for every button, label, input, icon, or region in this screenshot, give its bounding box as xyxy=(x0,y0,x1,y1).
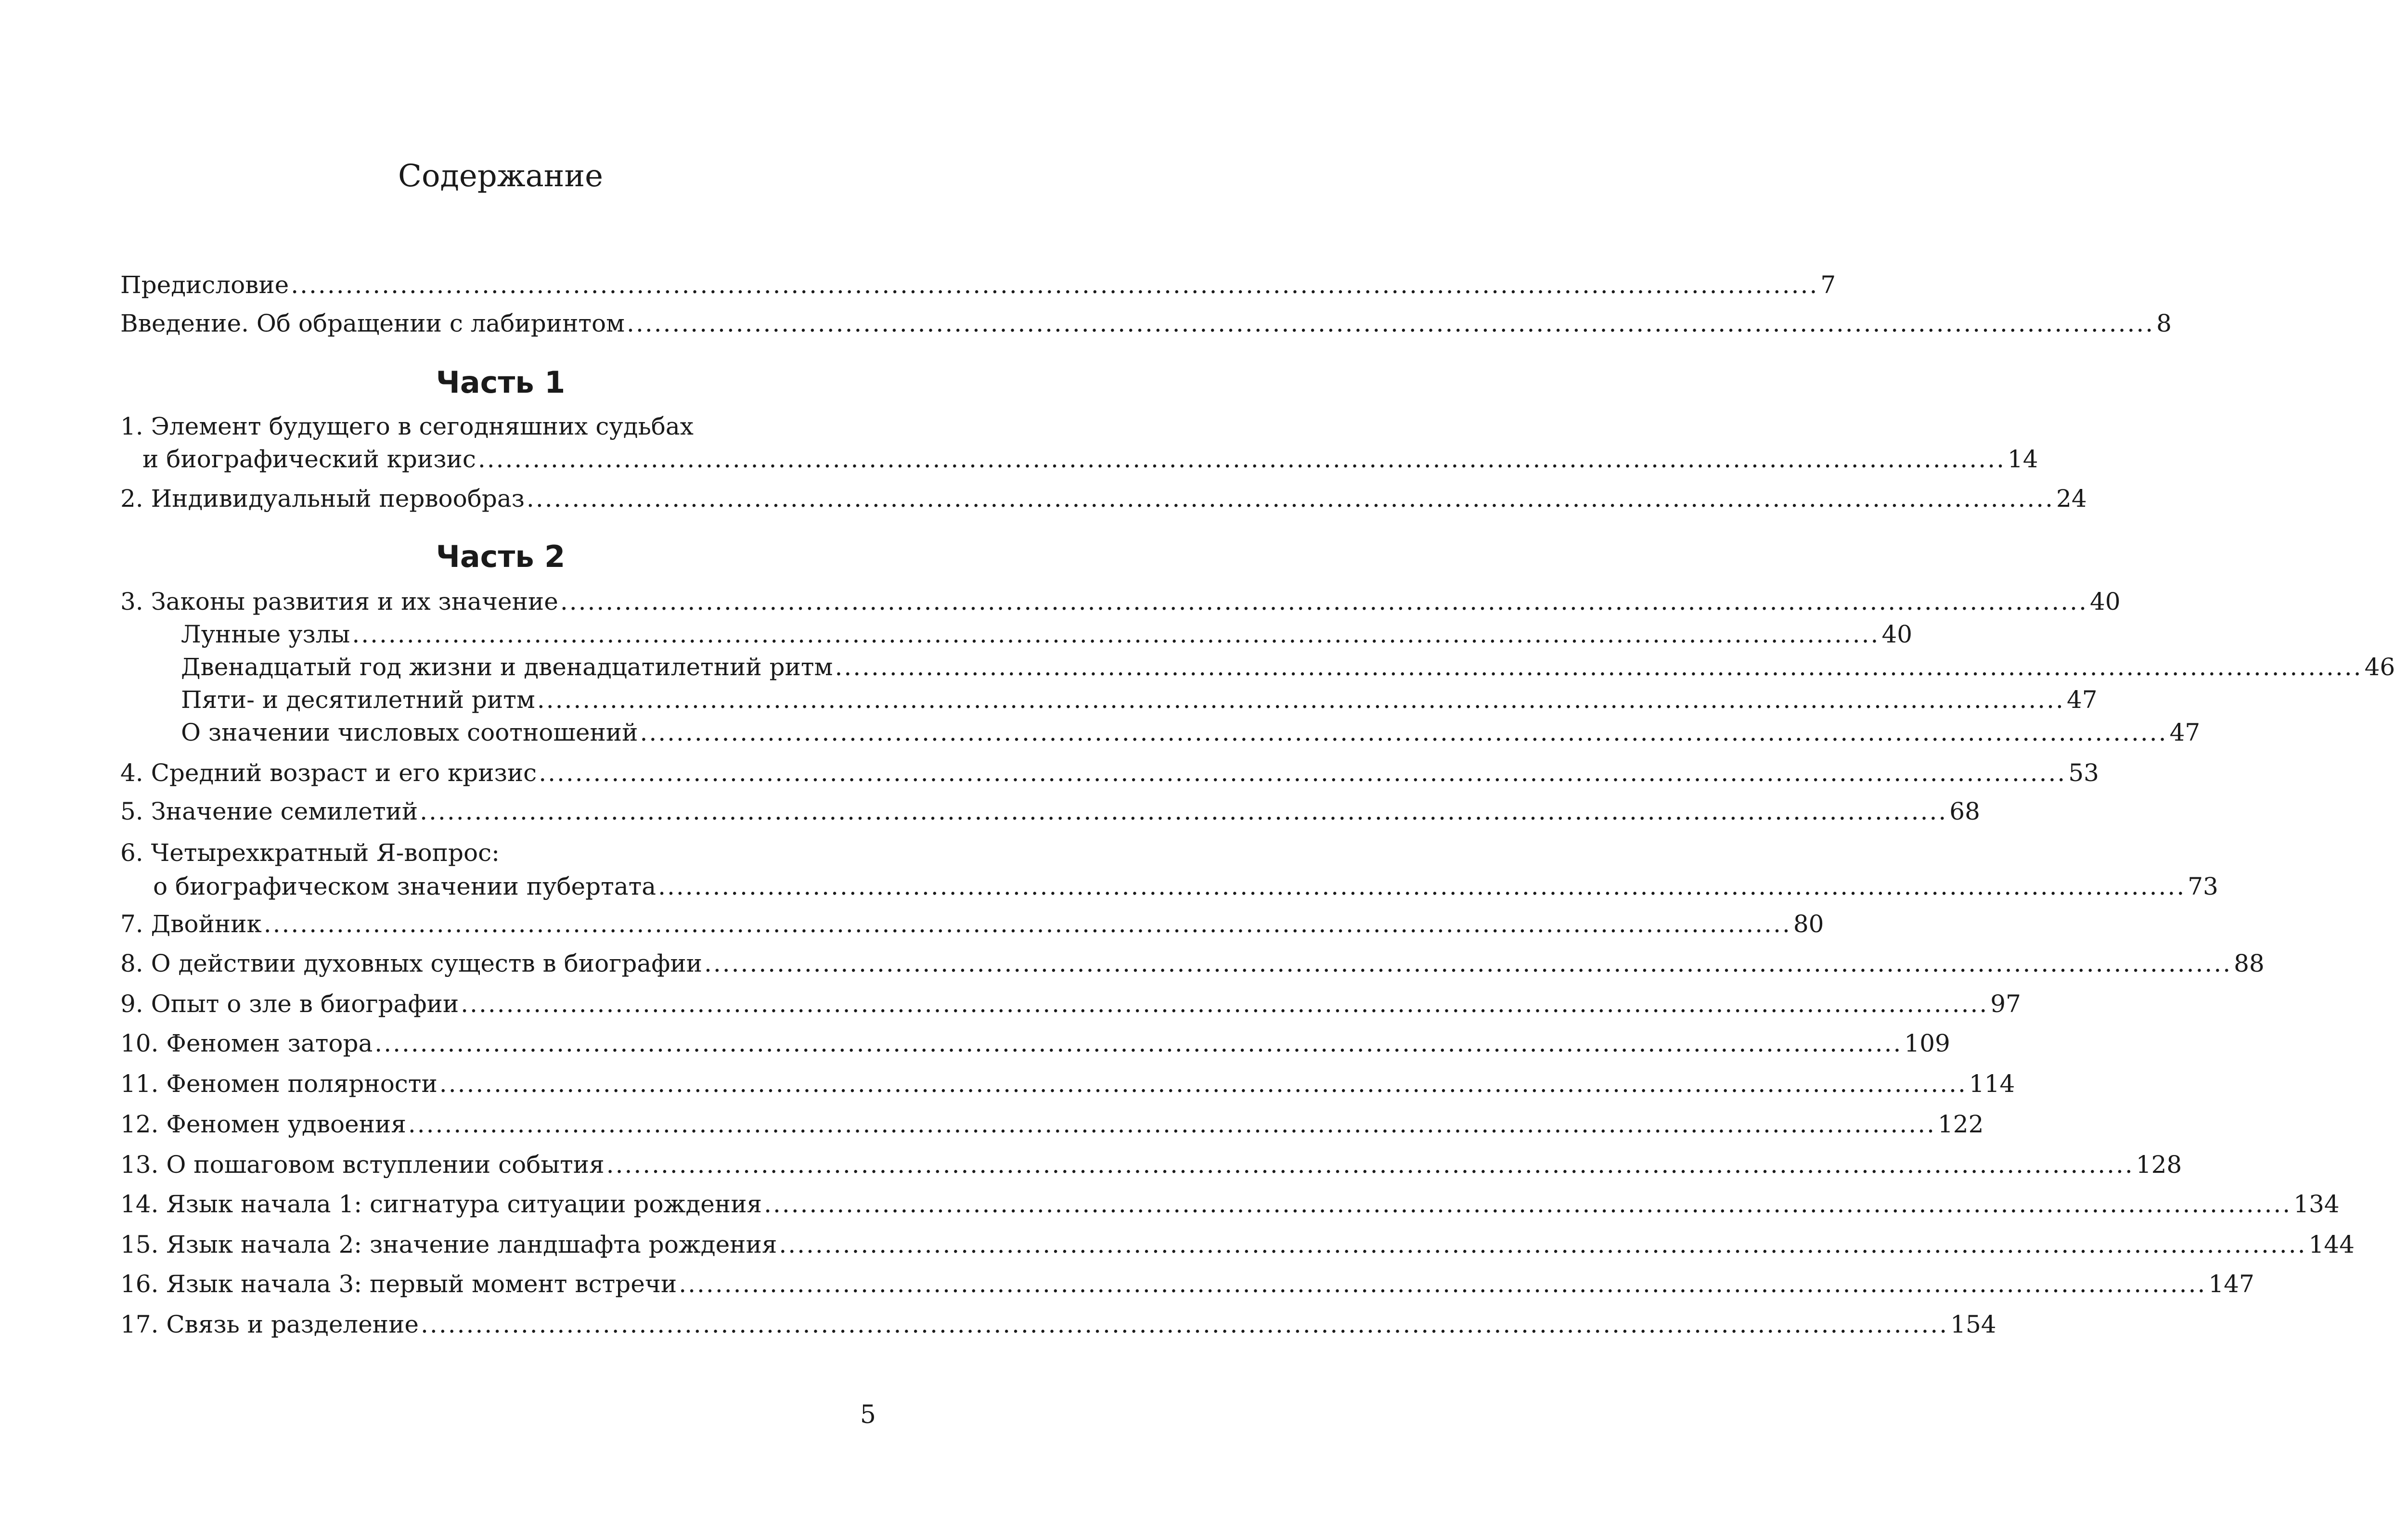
toc-entry-page: 122 xyxy=(1938,1110,1984,1138)
part-heading: Часть 2 xyxy=(436,539,566,574)
toc-entry[interactable] xyxy=(120,1066,2015,1101)
leader-dots: ........................................................................................................................................................................ xyxy=(408,1110,1936,1138)
leader-dots: ........................................................................................................................................................................ xyxy=(679,1270,2207,1298)
toc-entry-page: 68 xyxy=(1949,797,1980,825)
toc-entry-title: 2. Индивидуальный первообраз xyxy=(120,485,525,513)
toc-entry-page: 73 xyxy=(2188,873,2218,900)
leader-dots: ........................................................................................................................................................................ xyxy=(477,445,2006,473)
toc-entry-page: 147 xyxy=(2208,1270,2254,1298)
toc-entry-page: 40 xyxy=(1881,620,1913,648)
toc-entry-page: 144 xyxy=(2308,1231,2355,1258)
toc-entry[interactable] xyxy=(120,987,2021,1021)
toc-entry-page: 24 xyxy=(2056,485,2087,513)
toc-entry-page: 114 xyxy=(1969,1070,2015,1098)
toc-entry-chapter-6[interactable] xyxy=(153,869,2218,904)
toc-entry-title-line1[interactable]: 1. Элемент будущего в сегодняшних судьбах xyxy=(120,412,694,440)
leader-dots: ........................................................................................................................................................................ xyxy=(539,759,2067,787)
leader-dots: ........................................................................................................................................................................ xyxy=(420,797,1948,825)
part-heading: Часть 1 xyxy=(436,365,566,400)
leader-dots: ........................................................................................................................................................................ xyxy=(779,1231,2307,1258)
leader-dots: ........................................................................................................................................................................ xyxy=(291,271,1819,299)
leader-dots: ........................................................................................................................................................................ xyxy=(461,990,1989,1018)
toc-entry-chapter-2[interactable] xyxy=(120,481,2087,516)
leader-dots: ........................................................................................................................................................................ xyxy=(704,950,2232,977)
toc-entry-title-line1[interactable]: 6. Четырехкратный Я-вопрос: xyxy=(120,839,500,867)
leader-dots: ........................................................................................................................................................................ xyxy=(627,309,2155,337)
toc-entry-chapter-3[interactable] xyxy=(120,584,2121,619)
toc-entry-page: 8 xyxy=(2156,309,2172,337)
toc-entry[interactable] xyxy=(120,1227,2355,1262)
leader-dots: ........................................................................................................................................................................ xyxy=(640,719,2168,746)
toc-entry-title: 16. Язык начала 3: первый момент встречи xyxy=(120,1270,677,1298)
toc-entry-title: 7. Двойник xyxy=(120,910,262,938)
leader-dots: ........................................................................................................................................................................ xyxy=(374,1029,1903,1057)
toc-subentry[interactable] xyxy=(181,715,2201,750)
toc-entry-title: 12. Феномен удвоения xyxy=(120,1110,406,1138)
toc-entry-title: Пяти- и десятилетний ритм xyxy=(181,686,535,714)
toc-entry-title: 4. Средний возраст и его кризис xyxy=(120,759,537,787)
leader-dots: ........................................................................................................................................................................ xyxy=(352,620,1880,648)
toc-entry[interactable] xyxy=(120,1147,2182,1182)
leader-dots: ........................................................................................................................................................................ xyxy=(526,485,2055,513)
toc-entry-title: 9. Опыт о зле в биографии xyxy=(120,990,459,1018)
toc-entry-title: О значении числовых соотношений xyxy=(181,719,638,746)
toc-entry-page: 40 xyxy=(2089,588,2121,616)
leader-dots: ........................................................................................................................................................................ xyxy=(658,873,2186,900)
toc-entry-title: Введение. Об обращении с лабиринтом xyxy=(120,309,625,337)
toc-subentry[interactable] xyxy=(181,682,2098,717)
leader-dots: ........................................................................................................................................................................ xyxy=(764,1190,2292,1218)
toc-entry-introduction[interactable] xyxy=(120,306,2172,341)
toc-entry[interactable] xyxy=(120,1107,1984,1142)
toc-entry[interactable] xyxy=(120,946,2265,981)
toc-entry-chapter-1[interactable] xyxy=(142,442,2038,476)
toc-subentry[interactable] xyxy=(181,650,2395,684)
toc-entry-title: 13. О пошаговом вступлении события xyxy=(120,1151,605,1179)
toc-entry-page: 154 xyxy=(1950,1310,1996,1338)
toc-entry-title: 8. О действии духовных существ в биографии xyxy=(120,950,702,977)
toc-entry-title: 5. Значение семилетий xyxy=(120,797,418,825)
toc-entry-title: 14. Язык начала 1: сигнатура ситуации рождения xyxy=(120,1190,762,1218)
toc-entry-page: 134 xyxy=(2293,1190,2340,1218)
toc-entry-title: Двенадцатый год жизни и двенадцатилетний ритм xyxy=(181,653,833,681)
toc-entry-page: 88 xyxy=(2234,950,2265,977)
toc-entry-page: 14 xyxy=(2007,445,2038,473)
toc-entry-title-line2: о биографическом значении пубертата xyxy=(153,873,657,900)
toc-entry-title: Предисловие xyxy=(120,271,289,299)
leader-dots: ........................................................................................................................................................................ xyxy=(560,588,2088,616)
leader-dots: ........................................................................................................................................................................ xyxy=(606,1151,2134,1179)
toc-entry-page: 47 xyxy=(2169,719,2201,746)
toc-entry-title: 17. Связь и разделение xyxy=(120,1310,419,1338)
toc-entry-page: 46 xyxy=(2364,653,2395,681)
toc-entry-preface[interactable] xyxy=(120,268,1836,302)
toc-entry-title: 11. Феномен полярности xyxy=(120,1070,438,1098)
toc-entry-page: 53 xyxy=(2068,759,2099,787)
toc-entry-page: 47 xyxy=(2066,686,2098,714)
toc-entry-page: 109 xyxy=(1904,1029,1950,1057)
leader-dots: ........................................................................................................................................................................ xyxy=(421,1310,1949,1338)
page-title: Содержание xyxy=(398,158,603,194)
toc-entry-title: 3. Законы развития и их значение xyxy=(120,588,558,616)
toc-entry-page: 97 xyxy=(1990,990,2021,1018)
toc-entry-page: 7 xyxy=(1820,271,1836,299)
toc-entry-title: 10. Феномен затора xyxy=(120,1029,373,1057)
toc-entry-chapter-5[interactable] xyxy=(120,794,1980,829)
toc-entry[interactable] xyxy=(120,1267,2254,1301)
toc-entry-chapter-4[interactable] xyxy=(120,756,2099,790)
page-number: 5 xyxy=(860,1400,876,1429)
toc-entry-title: Лунные узлы xyxy=(181,620,350,648)
toc-entry-page: 128 xyxy=(2136,1151,2182,1179)
leader-dots: ........................................................................................................................................................................ xyxy=(439,1070,1967,1098)
leader-dots: ........................................................................................................................................................................ xyxy=(835,653,2363,681)
toc-entry[interactable] xyxy=(120,1187,2340,1221)
leader-dots: ........................................................................................................................................................................ xyxy=(537,686,2065,714)
toc-entry[interactable] xyxy=(120,907,1824,941)
toc-entry-title-line2: и биографический кризис xyxy=(142,445,476,473)
toc-subentry[interactable] xyxy=(181,617,1913,652)
leader-dots: ........................................................................................................................................................................ xyxy=(263,910,1791,938)
toc-entry-title: 15. Язык начала 2: значение ландшафта рождения xyxy=(120,1231,777,1258)
toc-entry[interactable] xyxy=(120,1026,1950,1061)
toc-entry-page: 80 xyxy=(1793,910,1824,938)
toc-entry[interactable] xyxy=(120,1307,1996,1342)
